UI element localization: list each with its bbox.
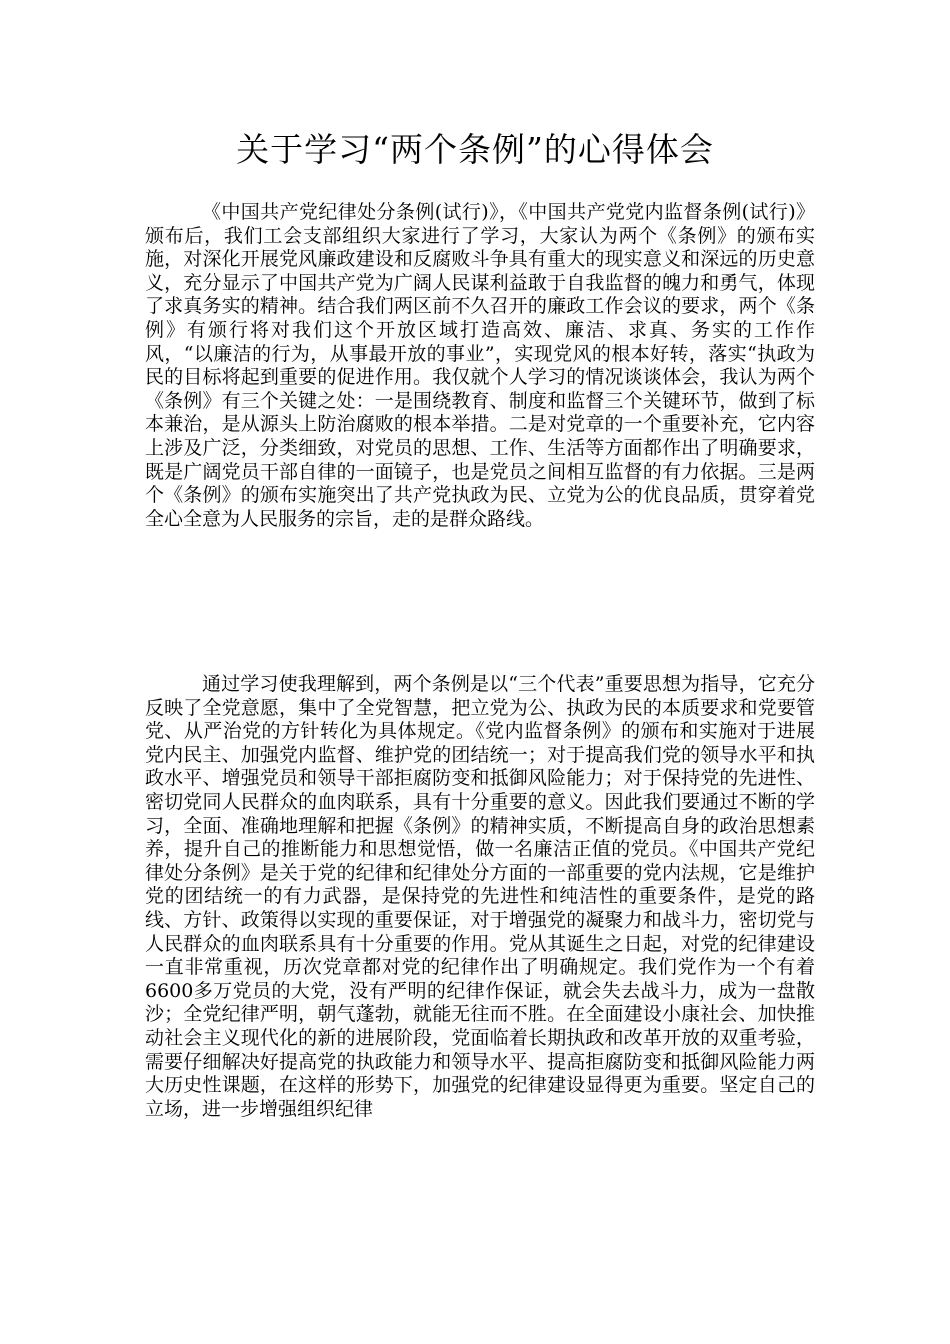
- paragraph-2: 通过学习使我理解到，两个条例是以“三个代表”重要思想为指导，它充分反映了全党意愿，集中了全党智慧，把立党为公、执政为民的本质要求和党要管党、从严治党的方针转化为具体规定。《党内监督条例》的颁布和实施对于进展党内民主、加强党内监督、维护党的团结统一；对于提高我们党的领导水平和执政水平、增强党员和领导干部拒腐防变和抵御风险能力；对于保持党的先进性、密切党同人民群众的血肉联系，具有十分重要的意义。因此我们要通过不断的学习，全面、准确地理解和把握《条例》的精神实质，不断提高自身的政治思想素养，提升自己的推断能力和思想觉悟，做一名廉洁正值的党员。《中国共产党纪律处分条例》是关于党的纪律和纪律处分方面的一部重要的党内法规，它是维护党的团结统一的有力武器，是保持党的先进性和纯洁性的重要条件，是党的路线、方针、政策得以实现的重要保证，对于增强党的凝聚力和战斗力，密切党与人民群众的血肉联系具有十分重要的作用。党从其诞生之日起，对党的纪律建设一直非常重视，历次党章都对党的纪律作出了明确规定。我们党作为一个有着6600多万党员的大党，没有严明的纪律作保证，就会失去战斗力，成为一盘散沙；全党纪律严明，朝气蓬勃，就能无往而不胜。在全面建设小康社会、加快推动社会主义现代化的新的进展阶段，党面临着长期执政和改革开放的双重考验，需要仔细解决好提高党的执政能力和领导水平、提高拒腐防变和抵御风险能力两大历史性课题，在这样的形势下，加强党的纪律建设显得更为重要。坚定自己的立场，进一步增强组织纪律: [145, 673, 815, 1120]
- paragraph-1: 《中国共产党纪律处分条例(试行)》，《中国共产党党内监督条例(试行)》颁布后，我们工会支部组织大家进行了学习，大家认为两个《条例》的颁布实施，对深化开展党风廉政建设和反腐败斗争具有重大的现实意义和深远的历史意义，充分显示了中国共产党为广阔人民谋利益敢于自我监督的魄力和勇气，体现了求真务实的精神。结合我们两区前不久召开的廉政工作会议的要求，两个《条例》有颁行将对我们这个开放区域打造高效、廉洁、求真、务实的工作作风，“以廉洁的行为，从事最开放的事业”，实现党风的根本好转，落实“执政为民的目标将起到重要的促进作用。我仅就个人学习的情况谈谈体会，我认为两个《条例》有三个关键之处：一是围绕教育、制度和监督三个关键环节，做到了标本兼治，是从源头上防治腐败的根本举措。二是对党章的一个重要补充，它内容上涉及广泛，分类细致，对党员的思想、工作、生活等方面都作出了明确要求，既是广阔党员干部自律的一面镜子，也是党员之间相互监督的有力依据。三是两个《条例》的颁布实施突出了共产党执政为民、立党为公的优良品质，贯穿着党全心全意为人民服务的宗旨，走的是群众路线。: [145, 201, 815, 530]
- document-title: 关于学习“两个条例”的心得体会: [236, 130, 714, 169]
